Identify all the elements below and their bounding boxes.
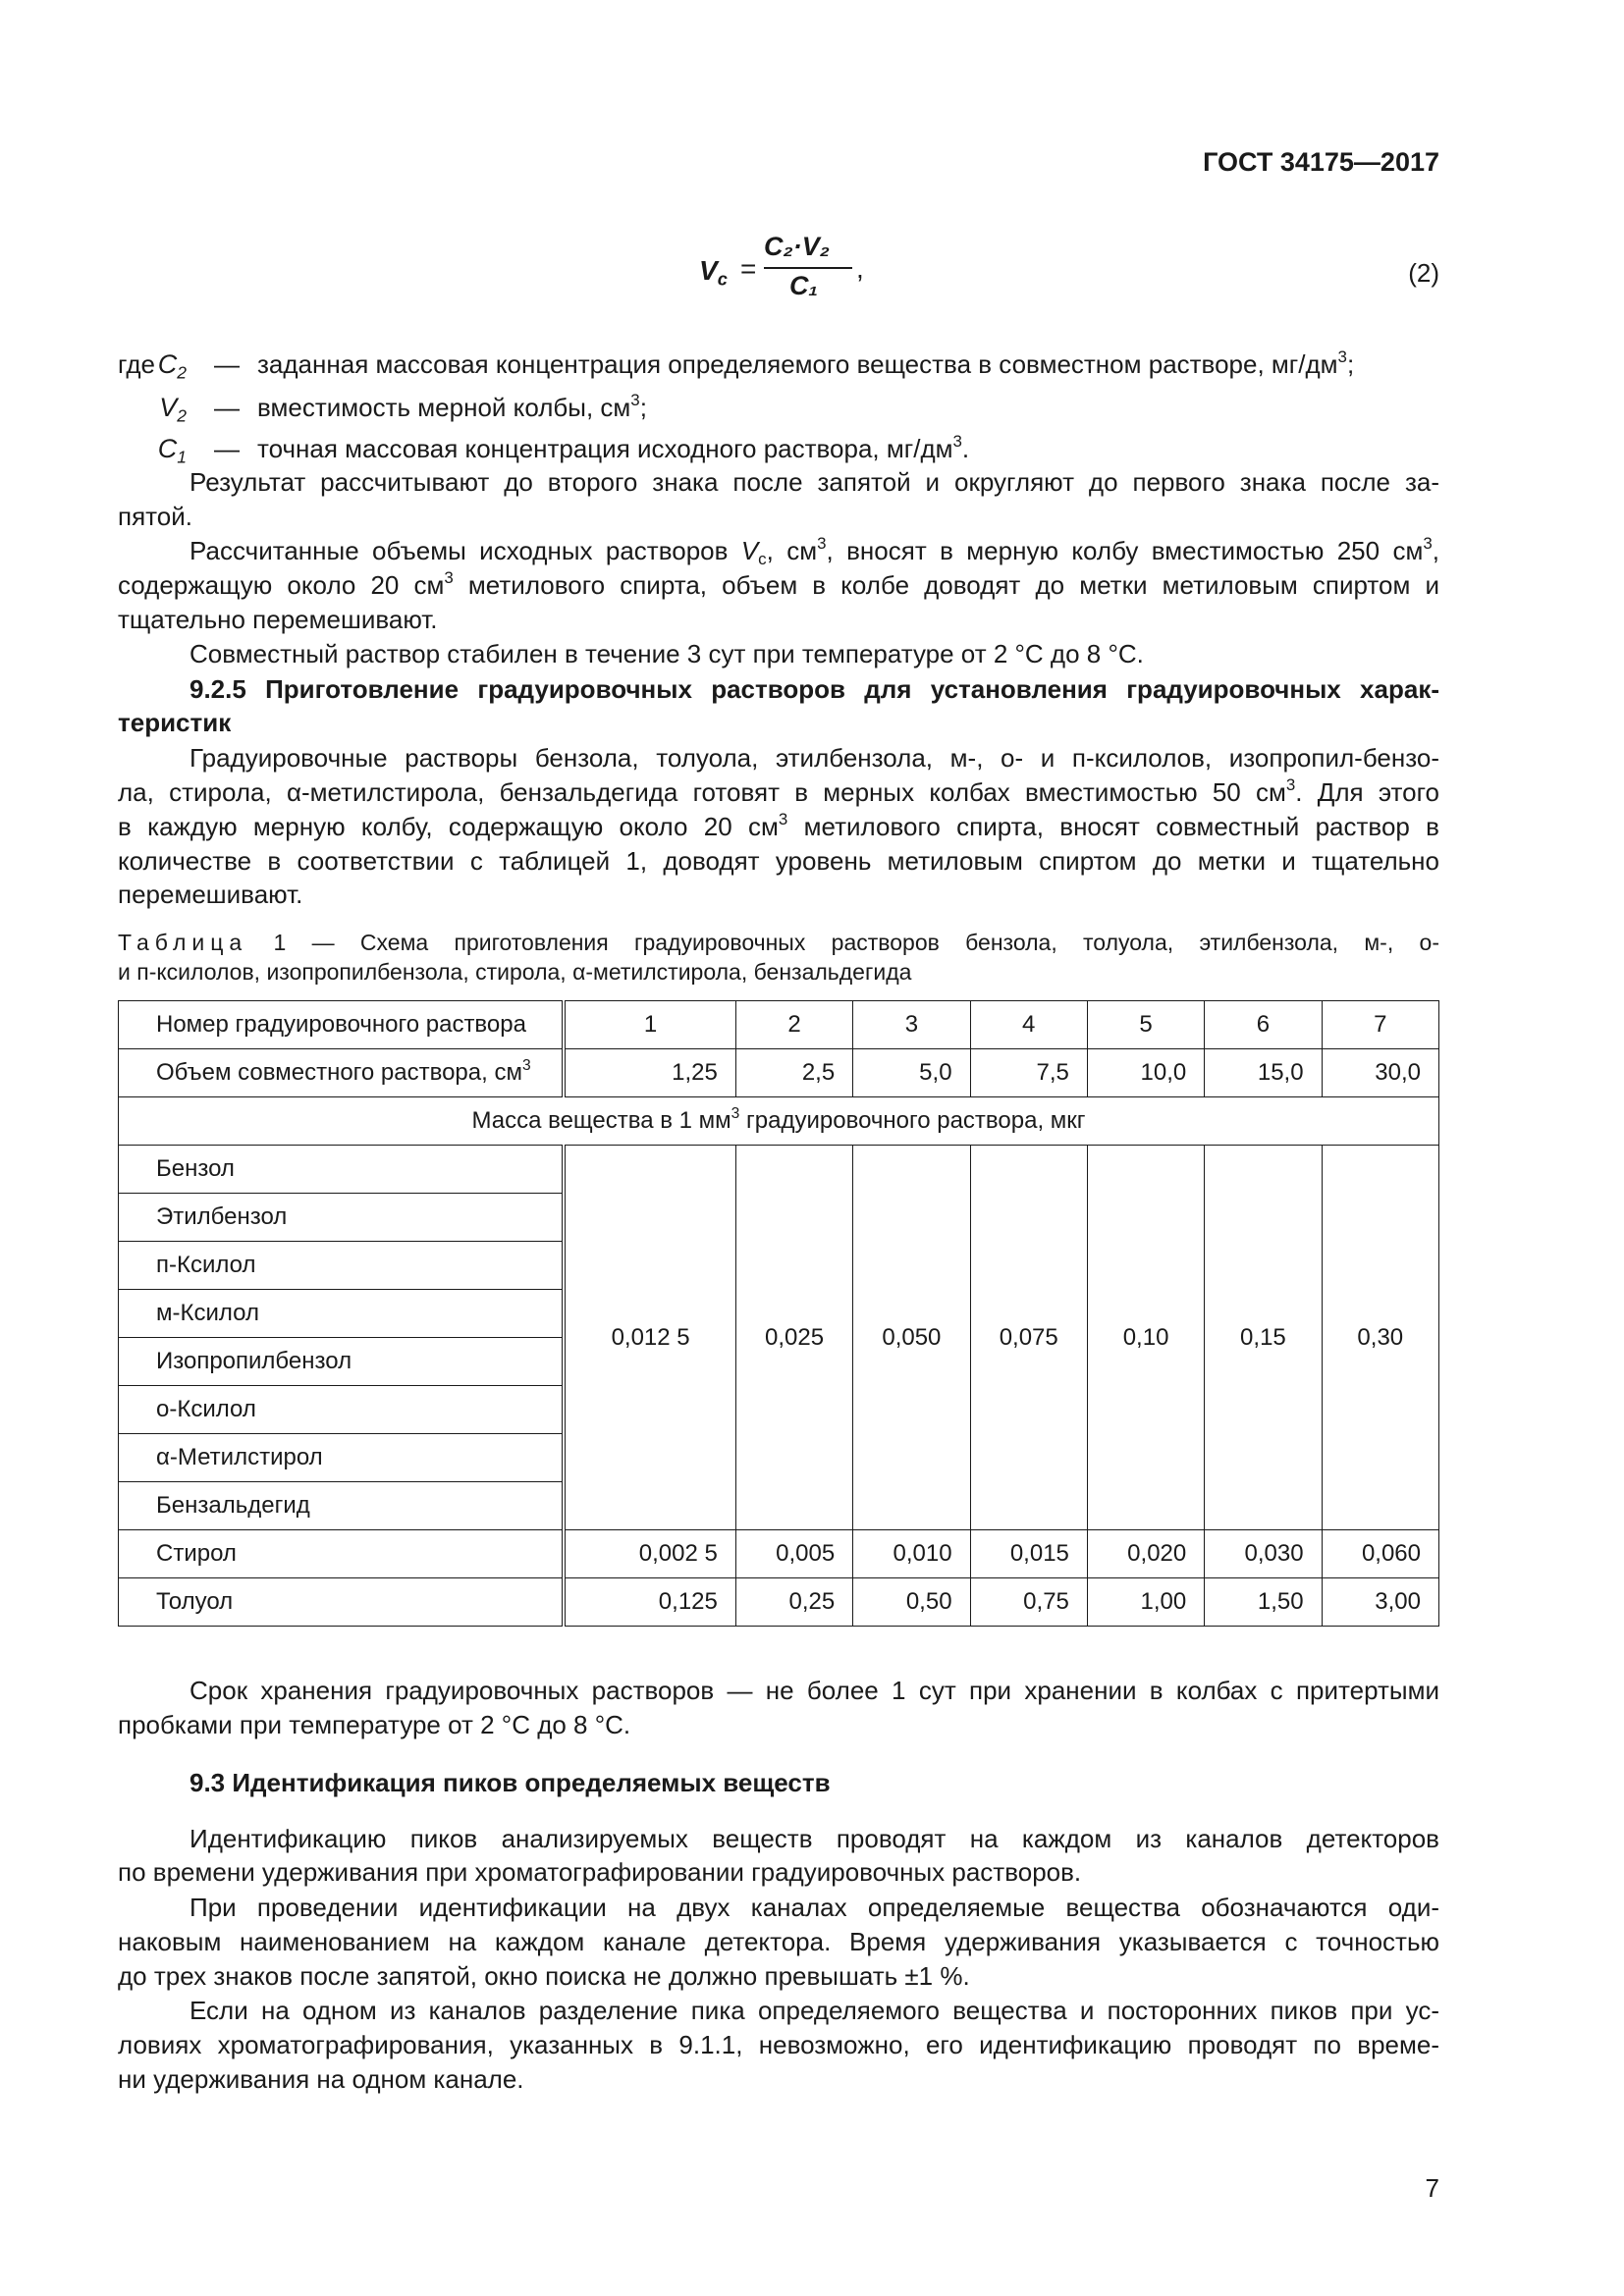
table-row-toluene: [119, 1578, 1439, 1627]
table-cell: 0,50: [853, 1578, 970, 1627]
table-cell-merged: 0,025: [735, 1146, 852, 1530]
table-cell-substance: Бензальдегид: [119, 1482, 565, 1530]
paragraph-rounding-line1: Результат рассчитывают до второго знака после запятой и округляют до первого знака после за-: [189, 467, 1439, 497]
paragraph-single-channel-line2: ловиях хроматографирования, указанных в 9.1.1, невозможно, его идентификацию проводят по време-: [118, 2030, 1439, 2059]
paragraph-volumes-line3: тщательно перемешивают.: [118, 605, 438, 634]
table-cell: 10,0: [1087, 1049, 1204, 1097]
where-symbol-c1: $C_1$: [157, 434, 187, 467]
table-cell-substance: о-Ксилол: [119, 1386, 565, 1434]
table-cell: 2,5: [735, 1049, 852, 1097]
formula-2: [699, 232, 866, 312]
paragraph-calibration-line2: ла, стирола, α-метилстирола, бензальдегида готовят в мерных колбах вместимостью 50 $см^3$. Для этого: [118, 775, 1439, 807]
table-calibration: [118, 1000, 1439, 1627]
table-cell: 0,015: [970, 1530, 1087, 1578]
table-cell-merged: 0,012 5: [564, 1146, 735, 1530]
table-cell-substance: Этилбензол: [119, 1194, 565, 1242]
paragraph-identification-line2: по времени удерживания при хроматографировании градуировочных растворов.: [118, 1857, 1082, 1887]
table-cell: 0,002 5: [564, 1530, 735, 1578]
table-row: [119, 1146, 1439, 1194]
table-cell: 1: [564, 1001, 735, 1049]
table-cell: 0,010: [853, 1530, 970, 1578]
where-symbol-c2: $C_2$: [157, 349, 187, 383]
table-cell: 0,25: [735, 1578, 852, 1627]
heading-9-2-5-line1: 9.2.5 Приготовление градуировочных растворов для установления градуировочных харак-: [189, 674, 1439, 704]
paragraph-two-channels-line1: При проведении идентификации на двух каналах определяемые вещества обозначаются оди-: [189, 1893, 1439, 1922]
table-cell: 0,125: [564, 1578, 735, 1627]
table-cell-substance: м-Ксилол: [119, 1290, 565, 1338]
where-text-v2: вместимость мерной колбы, $см^3$;: [257, 391, 647, 422]
table-cell: 3: [853, 1001, 970, 1049]
formula-denominator: C₁: [789, 271, 819, 300]
formula-comma: ,: [856, 253, 864, 284]
where-dash: —: [214, 393, 240, 422]
table-cell-merged: 0,075: [970, 1146, 1087, 1530]
formula-lhs: $V_c$: [699, 255, 728, 290]
table-cell: 6: [1205, 1001, 1322, 1049]
table-cell: 7,5: [970, 1049, 1087, 1097]
formula-equals: =: [740, 253, 757, 284]
table-cell: 0,030: [1205, 1530, 1322, 1578]
paragraph-two-channels-line3: до трех знаков после запятой, окно поиска не должно превышать ±1 %.: [118, 1961, 970, 1991]
table-cell: 2: [735, 1001, 852, 1049]
paragraph-volumes-line1: Рассчитанные объемы исходных растворов $V_c$, $см^3$, вносят в мерную колбу вместимостью 250 $см^3$,: [189, 534, 1439, 569]
table-cell-label: Объем совместного раствора, $см^3$: [119, 1049, 565, 1097]
table-cell-substance: Изопропилбензол: [119, 1338, 565, 1386]
paragraph-calibration-line5: перемешивают.: [118, 880, 303, 909]
where-dash: —: [214, 434, 240, 463]
table-cell: 0,75: [970, 1578, 1087, 1627]
page-number: 7: [1425, 2173, 1439, 2203]
table-row-solution-number: [119, 1001, 1439, 1049]
table-caption-line2: и п-ксилолов, изопропилбензола, стирола, α-метилстирола, бензальдегида: [118, 959, 912, 985]
table-cell: 15,0: [1205, 1049, 1322, 1097]
where-dash: —: [214, 349, 240, 379]
formula-fraction-bar: [764, 267, 852, 269]
paragraph-two-channels-line2: наковым наименованием на каждом канале детектора. Время удерживания указывается с точностью: [118, 1927, 1439, 1956]
where-symbol-v2: $V_2$: [159, 393, 187, 426]
paragraph-storage-line1: Срок хранения градуировочных растворов — не более 1 сут при хранении в колбах с притертыми: [189, 1676, 1439, 1705]
formula-number: (2): [1408, 258, 1439, 288]
paragraph-calibration-line1: Градуировочные растворы бензола, толуола, этилбензола, м-, о- и п-ксилолов, изопропил-бензо-: [189, 743, 1439, 773]
paragraph-single-channel-line1: Если на одном из каналов разделение пика определяемого вещества и посторонних пиков при ус-: [189, 1996, 1439, 2025]
table-cell-merged: 0,10: [1087, 1146, 1204, 1530]
formula-numerator: C₂·V₂: [764, 232, 831, 261]
table-cell: 0,060: [1322, 1530, 1438, 1578]
heading-9-2-5-line2: теристик: [118, 708, 232, 737]
heading-9-3: 9.3 Идентификация пиков определяемых веществ: [189, 1768, 831, 1797]
table-cell: 5: [1087, 1001, 1204, 1049]
table-cell: 0,020: [1087, 1530, 1204, 1578]
paragraph-calibration-line3: в каждую мерную колбу, содержащую около 20 $см^3$ метилового спирта, вносят совместный раствор в: [118, 810, 1439, 841]
table-cell: 5,0: [853, 1049, 970, 1097]
table-cell: 30,0: [1322, 1049, 1438, 1097]
table-row-styrene: [119, 1530, 1439, 1578]
paragraph-identification-line1: Идентификацию пиков анализируемых веществ проводят на каждом из каналов детекторов: [189, 1824, 1439, 1853]
table-cell-substance: п-Ксилол: [119, 1242, 565, 1290]
table-cell: 1,50: [1205, 1578, 1322, 1627]
table-cell: 0,005: [735, 1530, 852, 1578]
table-row-volume: [119, 1049, 1439, 1097]
table-cell-merged: 0,15: [1205, 1146, 1322, 1530]
table-cell: 3,00: [1322, 1578, 1438, 1627]
paragraph-storage-line2: пробками при температуре от 2 °С до 8 °С.: [118, 1710, 631, 1739]
table-cell-substance: Стирол: [119, 1530, 565, 1578]
document-header: ГОСТ 34175—2017: [1203, 147, 1439, 177]
table-cell-mass-header: Масса вещества в 1 $мм^3$ градуировочного раствора, мкг: [119, 1097, 1439, 1146]
where-text-c1: точная массовая концентрация исходного раствора, $мг/дм^3$.: [257, 432, 970, 463]
where-text-c2: заданная массовая концентрация определяемого вещества в совместном растворе, $мг/дм^3$;: [257, 347, 1355, 379]
where-prefix: где: [118, 349, 155, 379]
table-cell: 1,00: [1087, 1578, 1204, 1627]
paragraph-rounding-line2: пятой.: [118, 502, 192, 531]
table-cell-substance: Бензол: [119, 1146, 565, 1194]
table-cell: 1,25: [564, 1049, 735, 1097]
table-cell-substance: Толуол: [119, 1578, 565, 1627]
table-cell: 7: [1322, 1001, 1438, 1049]
paragraph-volumes-line2: содержащую около 20 $см^3$ метилового спирта, объем в колбе доводят до метки метиловым спиртом и: [118, 568, 1439, 600]
table-cell-substance: α-Метилстирол: [119, 1434, 565, 1482]
table-cell-label: Номер градуировочного раствора: [119, 1001, 565, 1049]
table-cell-merged: 0,30: [1322, 1146, 1438, 1530]
paragraph-stability: Совместный раствор стабилен в течение 3 сут при температуре от 2 °С до 8 °С.: [189, 639, 1144, 668]
table-cell-merged: 0,050: [853, 1146, 970, 1530]
table-row-mass-header: [119, 1097, 1439, 1146]
table-caption-line1: Таблица 1 — Схема приготовления градуировочных растворов бензола, толуола, этилбензола, м-, о-: [118, 930, 1439, 955]
table-cell: 4: [970, 1001, 1087, 1049]
paragraph-single-channel-line3: ни удерживания на одном канале.: [118, 2064, 524, 2094]
paragraph-calibration-line4: количестве в соответствии с таблицей 1, доводят уровень метиловым спиртом до метки и тщательно: [118, 846, 1439, 876]
